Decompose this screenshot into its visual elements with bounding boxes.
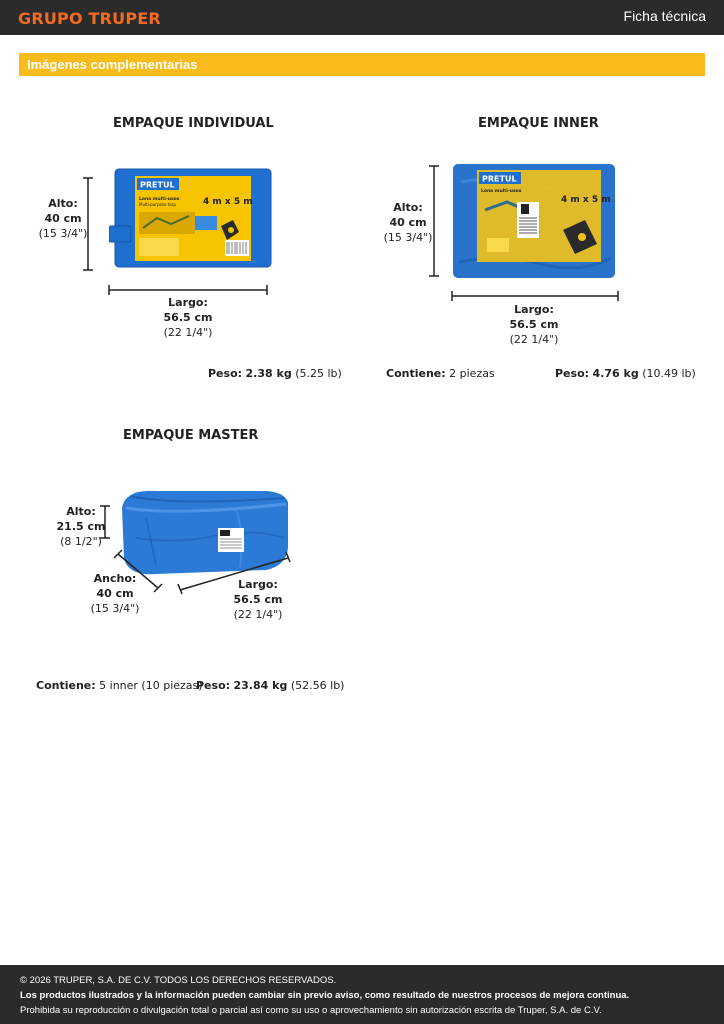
section-title: Imágenes complementarias bbox=[27, 57, 198, 72]
section-bar bbox=[19, 53, 705, 76]
svg-text:4 m x 5 m: 4 m x 5 m bbox=[203, 197, 253, 207]
inner-heading: EMPAQUE INNER bbox=[478, 116, 599, 131]
svg-text:Multi-purpose tarp: Multi-purpose tarp bbox=[139, 202, 176, 207]
master-weight: Peso: 23.84 kg (52.56 lb) bbox=[196, 679, 345, 692]
footer bbox=[0, 965, 724, 1024]
inner-package-image bbox=[451, 162, 617, 280]
svg-text:PRETUL: PRETUL bbox=[482, 174, 517, 184]
master-length-label: Largo: 56.5 cm (22 1/4") bbox=[233, 578, 283, 621]
footer-copyright: © 2026 TRUPER, S.A. DE C.V. TODOS LOS DERECHOS RESERVADOS. bbox=[20, 975, 337, 986]
individual-weight: Peso: 2.38 kg (5.25 lb) bbox=[208, 367, 342, 380]
inner-weight: Peso: 4.76 kg (10.49 lb) bbox=[555, 367, 696, 380]
document-type: Ficha técnica bbox=[623, 8, 706, 24]
footer-prohibition: Prohibida su reproducción o divulgación total o parcial así como su uso o aprovechamiento sin autorización escrita de Truper, S.A. de C.V. bbox=[20, 1005, 602, 1016]
svg-text:4 m x 5 m: 4 m x 5 m bbox=[561, 195, 611, 205]
master-contents: Contiene: 5 inner (10 piezas) bbox=[36, 679, 203, 692]
svg-text:PRETUL: PRETUL bbox=[140, 180, 175, 190]
individual-length-label: Largo: 56.5 cm (22 1/4") bbox=[163, 296, 213, 339]
header-bar bbox=[0, 0, 724, 35]
individual-package-image bbox=[109, 166, 275, 270]
svg-text:Lona multi-usos: Lona multi-usos bbox=[481, 189, 522, 194]
individual-height-label: Alto: 40 cm (15 3/4") bbox=[38, 197, 88, 240]
master-height-label: Alto: 21.5 cm (8 1/2") bbox=[56, 505, 106, 548]
svg-text:Lona multi-usos: Lona multi-usos bbox=[139, 197, 180, 202]
master-width-label: Ancho: 40 cm (15 3/4") bbox=[90, 572, 140, 615]
brand-logo: GRUPO TRUPER bbox=[18, 9, 161, 28]
master-heading: EMPAQUE MASTER bbox=[123, 428, 259, 443]
inner-contents: Contiene: 2 piezas bbox=[386, 367, 495, 380]
inner-height-label: Alto: 40 cm (15 3/4") bbox=[383, 201, 433, 244]
individual-heading: EMPAQUE INDIVIDUAL bbox=[113, 116, 274, 131]
inner-length-dimension bbox=[450, 290, 620, 302]
inner-length-label: Largo: 56.5 cm (22 1/4") bbox=[509, 303, 559, 346]
footer-notice: Los productos ilustrados y la información pueden cambiar sin previo aviso, como resultado de nuestros procesos de mejora continua. bbox=[20, 990, 630, 1001]
